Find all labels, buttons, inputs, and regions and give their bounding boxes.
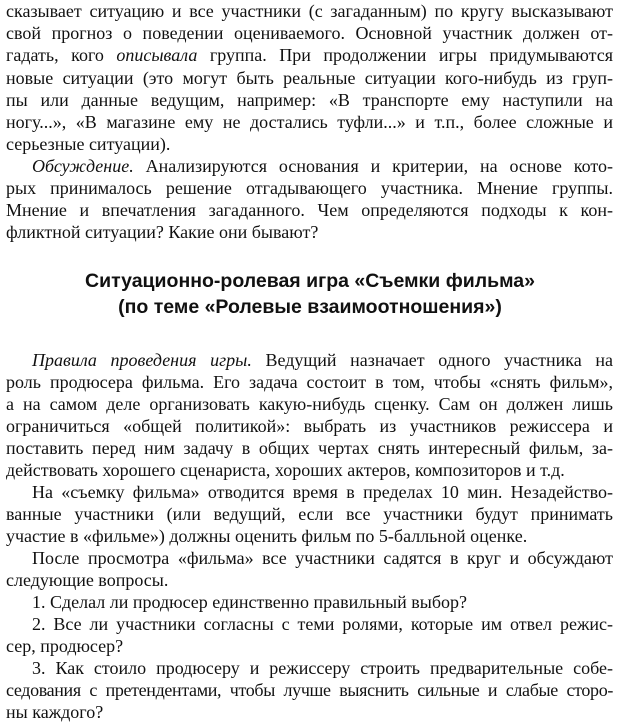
text-line: гадать, кого описывала группа. При продолжении игры придумываются (6, 45, 613, 65)
text-line: ограничиться «общей политикой»: выбрать из участников режиссера и (6, 416, 613, 436)
text-line: Правила проведения игры. Ведущий назначает одного участника на (32, 350, 614, 370)
section-heading-line-1: Ситуационно-ролевая игра «Съемки фильма» (85, 270, 535, 292)
text-line: На «съемку фильма» отводится время в пределах 10 мин. Незадейство- (32, 482, 613, 502)
italic-text: Правила проведения игры. (32, 350, 252, 370)
italic-text: Обсуждение. (32, 156, 134, 176)
text-line: поставить перед ним задачу в общих чертах снять интересный фильм, за- (6, 438, 613, 458)
text-line: 3. Как стоило продюсеру и режиссеру строить предварительные собе- (32, 658, 613, 678)
text-line: 2. Все ли участники согласны с теми ролями, которые им отвел режис- (32, 614, 613, 634)
text-line: участие в «фильме») должны оценить фильм по 5-балльной оценке. (6, 526, 528, 546)
text-line: Обсуждение. Анализируются основания и критерии, на основе кото- (32, 156, 613, 176)
text-line: После просмотра «фильма» все участники садятся в круг и обсуждают (32, 548, 613, 568)
text-line: седования с претендентами, чтобы лучше выяснить сильные и слабые сторо- (6, 680, 613, 700)
text-line: ногу...», «В магазине ему не достались туфли...» и т.п., более сложные и (6, 112, 613, 132)
text-line: 1. Сделал ли продюсер единственно правильный выбор? (32, 592, 468, 612)
text-line: сказывает ситуацию и все участники (с загаданным) по кругу высказывают (6, 1, 613, 21)
text-line: пы или данные ведущим, например: «В транспорте ему наступили на (6, 90, 613, 110)
italic-text: описывала (116, 45, 198, 65)
text-line: свой прогноз о поведении оцениваемого. Основной участник должен от- (6, 23, 613, 43)
text-line: а на самом деле организовать какую-нибудь сценку. Сам он должен лишь (6, 394, 613, 414)
text-line: рых принималось решение отгадывающего участника. Мнение группы. (6, 178, 613, 198)
text-line: действовать хорошего сценариста, хороших актеров, композиторов и т.д. (6, 460, 565, 480)
text-line: новые ситуации (это могут быть реальные ситуации кого-нибудь из груп- (6, 68, 613, 88)
section-heading-line-2: (по теме «Ролевые взаимоотношения») (118, 296, 502, 318)
text-line: роль продюсера фильма. Его задача состоит в том, чтобы «снять фильм», (6, 372, 613, 392)
text-line: сер, продюсер? (6, 636, 124, 656)
text-line: серьезные ситуации). (6, 134, 171, 154)
text-line: фликтной ситуации? Какие они бывают? (6, 222, 319, 242)
text-line: ны каждого? (6, 702, 104, 722)
text-line: ванные участники (или ведущий, если все участники будут принимать (6, 504, 613, 524)
text-line: Мнение и впечатления загаданного. Чем определяются подходы к кон- (6, 200, 613, 220)
text-line: следующие вопросы. (6, 570, 169, 590)
